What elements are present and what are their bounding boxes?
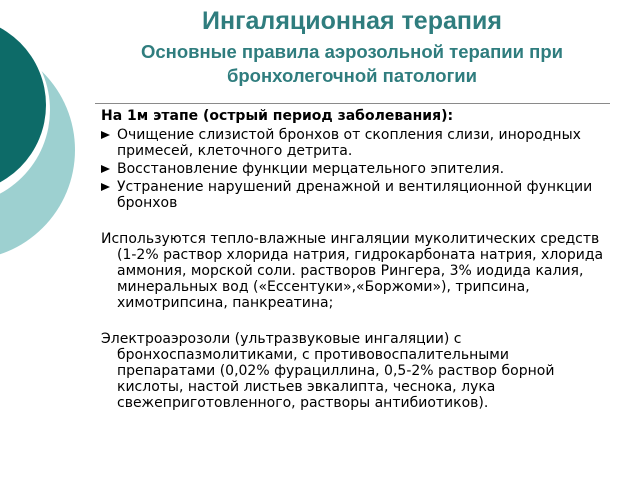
list-item: [101, 127, 611, 159]
list-item: [101, 161, 611, 177]
triangle-bullet-icon: [101, 131, 110, 139]
slide-title: Ингаляционная терапия: [202, 7, 502, 35]
triangle-bullet-icon: [101, 165, 110, 173]
slide-subtitle: Основные правила аэрозольной терапии при бронхолегочной патологии: [140, 41, 563, 86]
title-divider: [95, 103, 610, 104]
list-item: [101, 179, 611, 211]
inhalation-paragraph: Используются тепло-влажные ингаляции муколитических средств (1-2% раствор хлорида натрия, гидрокарбоната натрия, хлорида аммония, морской соли. растворов Рингера, 3% иодида калия, минеральных вод («Ессентуки»,«Боржоми»), трипсина, химотрипсина, панкреатина;: [101, 231, 604, 311]
triangle-bullet-icon: [101, 183, 110, 191]
bullet-text: Восстановление функции мерцательного эпителия.: [117, 161, 505, 177]
bullet-list: [101, 127, 611, 211]
bullet-text: Устранение нарушений дренажной и вентиляционной функции бронхов: [117, 179, 593, 211]
electroaerosol-paragraph: Электроаэрозоли (ультразвуковые ингаляции) с бронхоспазмолитиками, с противовоспалительными препаратами (0,02% фурациллина, 0,5-2% раствор борной кислоты, настой листьев эвкалипта, чеснока, лука свежеприготовленного, растворы антибиотиков).: [101, 331, 555, 411]
bullet-text: Очищение слизистой бронхов от скопления слизи, инородных примесей, клеточного детрита.: [117, 127, 581, 159]
stage-heading: На 1м этапе (острый период заболевания):: [101, 108, 454, 124]
title-block: [80, 6, 624, 88]
slide-body: [101, 108, 611, 411]
